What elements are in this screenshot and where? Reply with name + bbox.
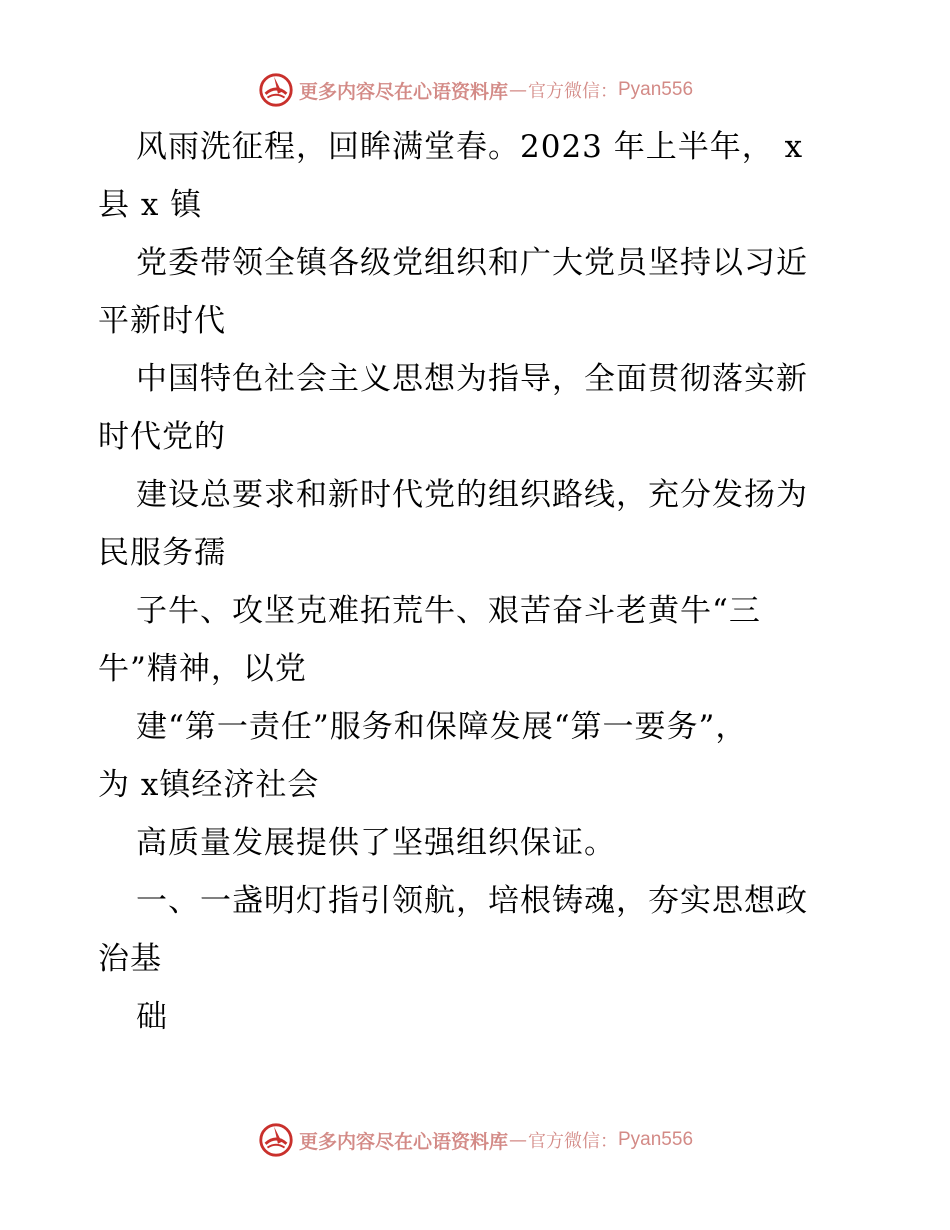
book-quill-logo-icon xyxy=(257,1121,295,1159)
watermark-id: Pyan556 xyxy=(618,79,694,100)
book-quill-logo-icon xyxy=(257,71,295,109)
watermark-text: 更多内容尽在心语资料库 xyxy=(298,80,508,103)
text-line: 牛”精神，以党 xyxy=(98,651,307,687)
watermark-text: 更多内容尽在心语资料库 xyxy=(298,1130,508,1153)
text-line: 高质量发展提供了坚强组织保证。 xyxy=(136,825,616,861)
text-line: 中国特色社会主义思想为指导，全面贯彻落实新 xyxy=(136,361,808,397)
text-line: 县 x 镇 xyxy=(98,187,203,223)
text-line: 建“第一责任”服务和保障发展“第一要务”， xyxy=(136,709,748,745)
section-heading-line: 治基 xyxy=(98,941,162,977)
text-line: 党委带领全镇各级党组织和广大党员坚持以习近 xyxy=(136,245,808,281)
text-line: 建设总要求和新时代党的组织路线，充分发扬为 xyxy=(136,477,808,513)
watermark-label: 官方微信： xyxy=(528,81,618,102)
text-line: 风雨洗征程，回眸满堂春。2023 年上半年， x xyxy=(136,129,804,165)
watermark-label: 官方微信： xyxy=(528,1131,618,1152)
watermark-dash: — xyxy=(509,1129,527,1151)
section-heading-line: 础 xyxy=(136,999,168,1035)
text-line: 民服务孺 xyxy=(98,535,226,571)
header-watermark xyxy=(0,70,950,110)
text-line: 平新时代 xyxy=(98,303,226,339)
text-line: 子牛、攻坚克难拓荒牛、艰苦奋斗老黄牛“三 xyxy=(136,593,761,629)
document-body xyxy=(98,118,858,1046)
footer-watermark xyxy=(0,1120,950,1160)
watermark-dash: — xyxy=(509,79,527,101)
section-heading-line: 一、一盏明灯指引领航，培根铸魂，夯实思想政 xyxy=(136,883,808,919)
watermark-id: Pyan556 xyxy=(618,1129,694,1150)
text-line: 时代党的 xyxy=(98,419,226,455)
text-line: 为 x镇经济社会 xyxy=(98,767,320,803)
